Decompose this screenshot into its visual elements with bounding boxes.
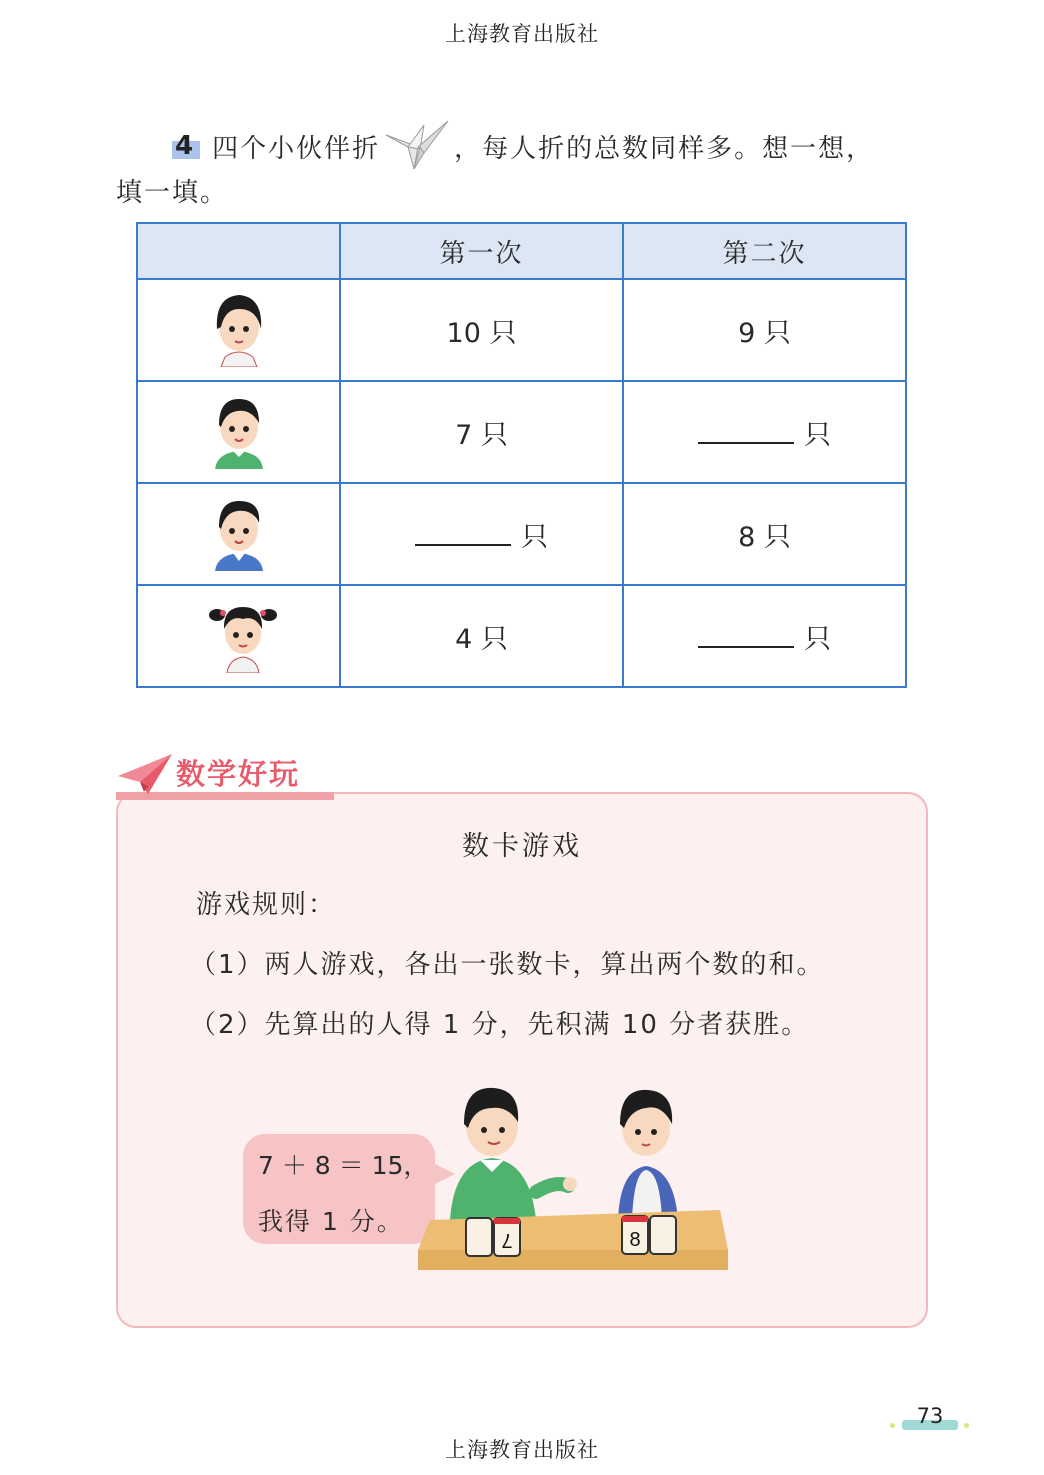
rule-2: （2）先算出的人得 1 分，先积满 10 分者获胜。 xyxy=(190,1010,810,1040)
child-cell xyxy=(137,381,340,483)
table-row xyxy=(137,279,906,381)
first-count-cell: 4 只 xyxy=(340,585,623,687)
rules-label: 游戏规则： xyxy=(196,890,337,920)
second-count-cell: 8 只 xyxy=(623,483,906,585)
girl-short-hair-avatar xyxy=(207,287,271,367)
publisher-footer: 上海教育出版社 xyxy=(445,1438,599,1462)
problem-text-before: 四个小伙伴折 xyxy=(212,133,381,164)
second-count-cell xyxy=(623,585,906,687)
unit-label: 只 xyxy=(521,521,548,553)
table-row xyxy=(137,483,906,585)
game-title: 数卡游戏 xyxy=(462,831,582,862)
problem-number: 4 xyxy=(172,131,198,161)
first-count-cell: 10 只 xyxy=(340,279,623,381)
section-title: 数学好玩 xyxy=(176,757,301,791)
boy-green-shirt-avatar xyxy=(207,389,271,469)
second-count-cell xyxy=(623,381,906,483)
table-row xyxy=(137,585,906,687)
child-cell xyxy=(137,585,340,687)
origami-table xyxy=(136,222,907,688)
answer-blank[interactable] xyxy=(698,624,794,648)
second-count-cell: 9 只 xyxy=(623,279,906,381)
card-right-label: 8 xyxy=(629,1229,641,1251)
paper-crane-icon xyxy=(384,117,450,175)
page-number-badge xyxy=(886,1404,976,1432)
child-cell xyxy=(137,483,340,585)
problem-text xyxy=(172,124,874,168)
table-row xyxy=(137,381,906,483)
child-cell xyxy=(137,279,340,381)
speech-line-1: 7 ＋ 8 ＝ 15， xyxy=(258,1151,429,1180)
publisher-header: 上海教育出版社 xyxy=(445,22,599,46)
problem-text-after: ，每人折的总数同样多。想一想， xyxy=(454,133,875,164)
problem-text-line2: 填一填。 xyxy=(116,178,229,208)
table-header-second: 第二次 xyxy=(623,223,906,279)
table-header-first: 第一次 xyxy=(340,223,623,279)
answer-blank[interactable] xyxy=(415,522,511,546)
answer-blank[interactable] xyxy=(698,420,794,444)
table-header-empty xyxy=(137,223,340,279)
speech-line-2: 我得 1 分。 xyxy=(258,1207,404,1236)
rule-1: （1）两人游戏，各出一张数卡，算出两个数的和。 xyxy=(190,950,825,980)
paper-plane-icon xyxy=(118,752,174,796)
unit-label: 只 xyxy=(804,623,831,655)
first-count-cell: 7 只 xyxy=(340,381,623,483)
girl-pigtails-avatar xyxy=(207,593,271,673)
card-left-label: 7 xyxy=(501,1229,513,1251)
unit-label: 只 xyxy=(804,419,831,451)
boy-blue-shirt-avatar xyxy=(207,491,271,571)
table-header-row xyxy=(137,223,906,279)
page-number: 73 xyxy=(916,1404,944,1428)
card-game-scene xyxy=(410,1080,740,1280)
first-count-cell xyxy=(340,483,623,585)
